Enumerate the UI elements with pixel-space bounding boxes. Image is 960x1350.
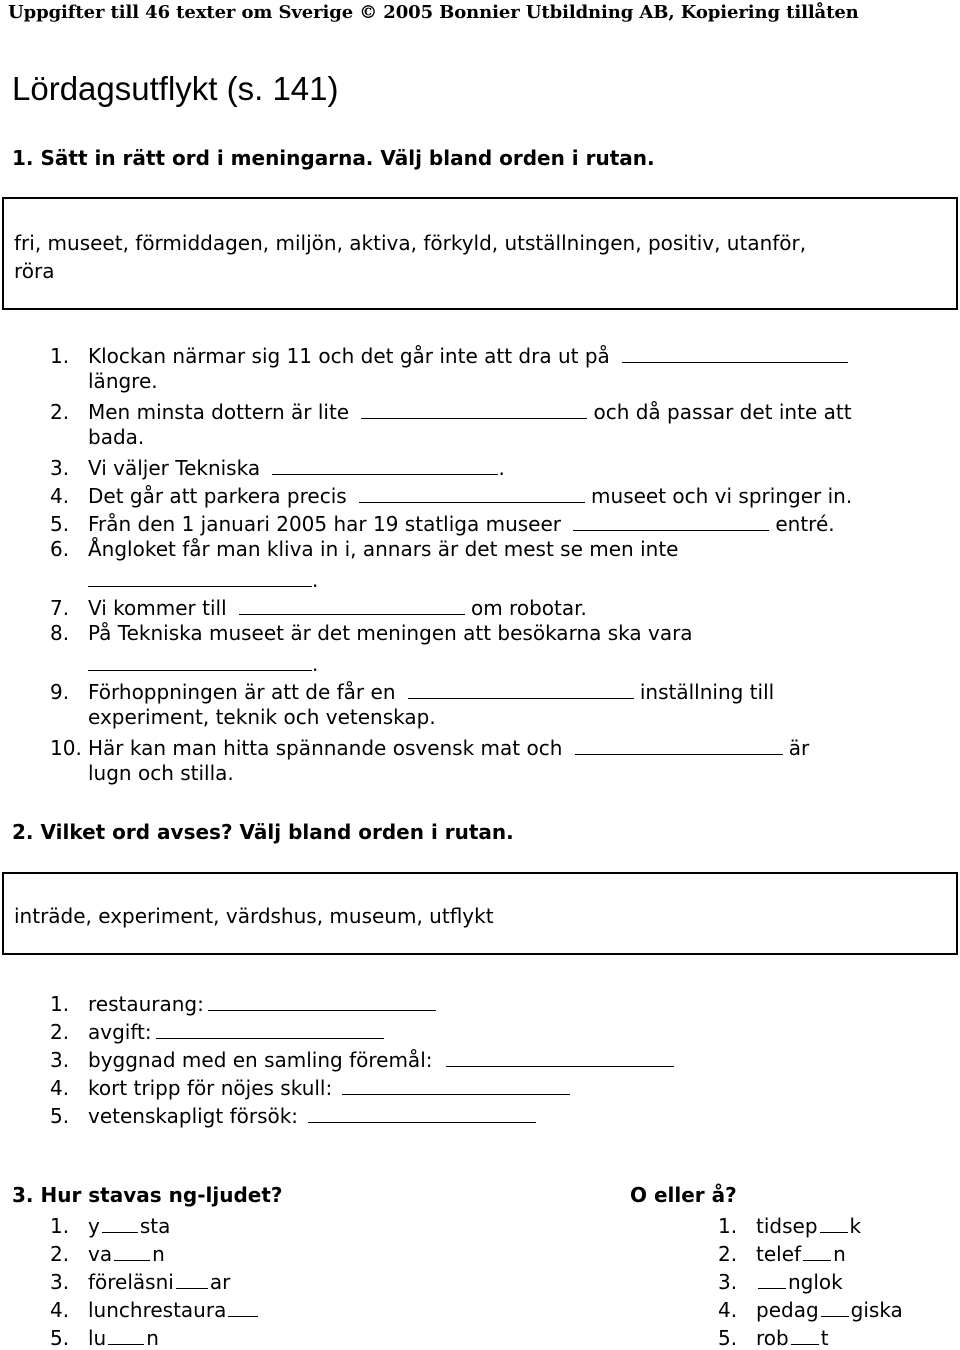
task2-item-5: 5. vetenskapligt försök: <box>50 1102 536 1124</box>
answer-blank[interactable] <box>446 1046 674 1067</box>
task1-item-6: 6. Ångloket får man kliva in i, annars är det mest se men inte <box>50 537 679 561</box>
task1-item-2: 2. Men minsta dottern är lite och då passar det inte att <box>50 400 852 424</box>
answer-blank[interactable] <box>102 1212 138 1233</box>
ng-item-5: 5. lu n <box>50 1326 159 1350</box>
answer-blank[interactable] <box>239 594 465 615</box>
word-box-2 <box>2 872 958 955</box>
task1-item-4: 4. Det går att parkera precis museet och vi springer in. <box>50 484 853 508</box>
oa-item-2: 2. telef n <box>718 1242 846 1266</box>
task1-item-8-cont: . <box>88 650 318 672</box>
task1-heading: 1. Sätt in rätt ord i meningarna. Välj bland orden i rutan. <box>12 146 655 170</box>
answer-blank[interactable] <box>622 342 848 363</box>
task1-item-9-cont: experiment, teknik och vetenskap. <box>88 705 436 729</box>
answer-blank[interactable] <box>208 990 436 1011</box>
task3-heading-left: 3. Hur stavas ng-ljudet? <box>12 1183 283 1207</box>
task1-item-10: 10. Här kan man hitta spännande osvensk mat och är <box>50 736 810 760</box>
answer-blank[interactable] <box>573 510 769 531</box>
task1-item-8: 8. På Tekniska museet är det meningen att besökarna ska vara <box>50 621 693 645</box>
answer-blank[interactable] <box>791 1324 819 1345</box>
answer-blank[interactable] <box>359 482 585 503</box>
task2-item-2: 2. avgift: <box>50 1018 384 1040</box>
answer-blank[interactable] <box>361 398 587 419</box>
answer-blank[interactable] <box>803 1240 831 1261</box>
answer-blank[interactable] <box>108 1324 144 1345</box>
oa-item-1: 1. tidsep k <box>718 1214 862 1238</box>
task1-item-9: 9. Förhoppningen är att de får en inställning till <box>50 680 775 704</box>
task2-item-1: 1. restaurang: <box>50 990 436 1012</box>
answer-blank[interactable] <box>758 1268 786 1289</box>
ng-item-1: 1. y sta <box>50 1214 171 1238</box>
oa-item-3: 3. nglok <box>718 1270 843 1294</box>
answer-blank[interactable] <box>176 1268 208 1289</box>
answer-blank[interactable] <box>88 566 312 587</box>
task1-item-5: 5. Från den 1 januari 2005 har 19 statliga museer entré. <box>50 512 835 536</box>
task1-item-3: 3. Vi väljer Tekniska . <box>50 456 505 480</box>
answer-blank[interactable] <box>114 1240 150 1261</box>
oa-item-5: 5. rob t <box>718 1326 829 1350</box>
answer-blank[interactable] <box>228 1296 258 1317</box>
answer-blank[interactable] <box>820 1212 848 1233</box>
answer-blank[interactable] <box>821 1296 849 1317</box>
answer-blank[interactable] <box>88 650 312 671</box>
word-list-2: inträde, experiment, värdshus, museum, utflykt <box>14 904 494 928</box>
word-list-line2: röra <box>14 259 55 283</box>
task2-item-3: 3. byggnad med en samling föremål: <box>50 1046 674 1068</box>
ng-item-4: 4. lunchrestaura <box>50 1296 260 1318</box>
answer-blank[interactable] <box>156 1018 384 1039</box>
task1-item-2-cont: bada. <box>88 425 145 449</box>
word-list-line1: fri, museet, förmiddagen, miljön, aktiva, förkyld, utställningen, positiv, utanför, <box>14 231 807 255</box>
page-header: Uppgifter till 46 texter om Sverige © 2005 Bonnier Utbildning AB, Kopiering tillåten <box>8 2 859 23</box>
answer-blank[interactable] <box>342 1074 570 1095</box>
answer-blank[interactable] <box>308 1102 536 1123</box>
task2-item-4: 4. kort tripp för nöjes skull: <box>50 1074 570 1096</box>
task1-item-1: 1. Klockan närmar sig 11 och det går inte att dra ut på <box>50 342 848 364</box>
ng-item-2: 2. va n <box>50 1242 165 1266</box>
answer-blank[interactable] <box>272 454 498 475</box>
task1-item-6-cont: . <box>88 566 318 588</box>
task1-item-1-cont: längre. <box>88 369 158 393</box>
answer-blank[interactable] <box>408 678 634 699</box>
task3-heading-right: O eller å? <box>630 1183 737 1207</box>
task1-item-7: 7. Vi kommer till om robotar. <box>50 596 587 620</box>
answer-blank[interactable] <box>575 734 783 755</box>
ng-item-3: 3. föreläsni ar <box>50 1270 231 1294</box>
task1-item-10-cont: lugn och stilla. <box>88 761 234 785</box>
word-box-1 <box>2 197 958 310</box>
page-title: Lördagsutflykt (s. 141) <box>12 70 339 107</box>
oa-item-4: 4. pedag giska <box>718 1298 903 1322</box>
task2-heading: 2. Vilket ord avses? Välj bland orden i rutan. <box>12 820 514 844</box>
